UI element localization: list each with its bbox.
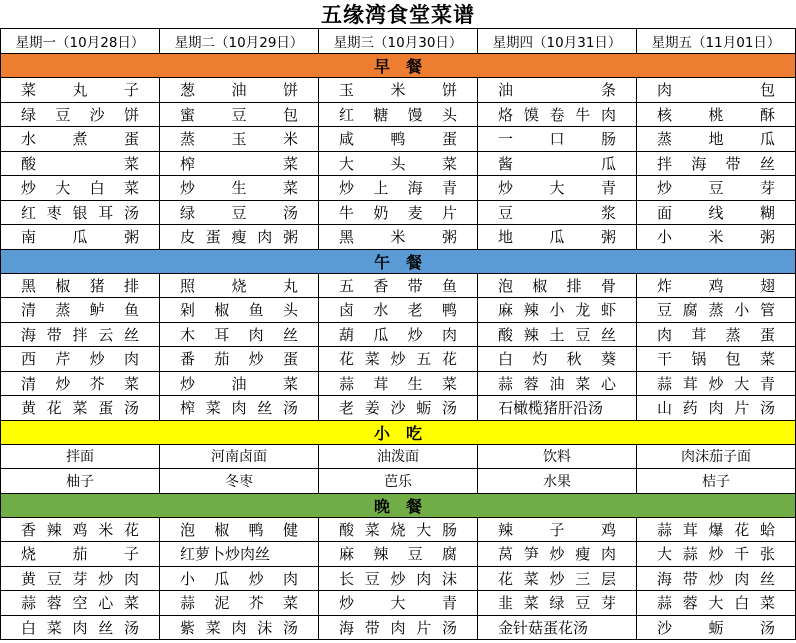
dish-cell	[636, 518, 796, 542]
dish-name: 白 灼 秋 葵	[498, 350, 616, 369]
dish-cell	[318, 127, 477, 151]
dish-cell	[318, 274, 477, 298]
dish-cell	[159, 103, 318, 127]
dish-cell	[636, 323, 796, 347]
dish-name: 蒜 茸 炒 大 青	[657, 374, 775, 393]
dish-cell	[0, 201, 159, 225]
dish-name: 地 瓜 粥	[498, 228, 616, 247]
dinner-row	[0, 591, 796, 616]
section-label: 午 餐	[0, 250, 796, 273]
dish-name: 海 带 炒 肉 丝	[657, 569, 775, 588]
dish-name: 烙 馍 卷 牛 肉	[498, 105, 616, 124]
dish-cell	[0, 445, 159, 469]
dish-name: 水 煮 蛋	[21, 130, 139, 149]
dish-name: 芭乐	[384, 473, 412, 490]
dish-cell	[636, 567, 796, 591]
dish-cell	[318, 396, 477, 420]
dish-name: 拌 海 带 丝	[657, 154, 775, 173]
dish-name: 炒 油 菜	[180, 374, 298, 393]
dish-name: 蒜 泥 芥 菜	[180, 594, 298, 613]
dish-cell	[318, 176, 477, 200]
dish-name: 石橄榄猪肝沿汤	[498, 399, 604, 418]
dish-name: 红 枣 银 耳 汤	[21, 203, 139, 222]
dinner-row	[0, 616, 796, 641]
dish-cell	[159, 347, 318, 371]
dish-cell	[318, 445, 477, 469]
dish-name: 饮料	[543, 449, 571, 466]
dish-name: 桔子	[702, 473, 730, 490]
dish-cell	[0, 567, 159, 591]
weekday-friday: 星期五（11月01日）	[636, 29, 796, 53]
dish-cell	[477, 176, 636, 200]
dish-cell	[477, 396, 636, 420]
dish-cell	[636, 347, 796, 371]
dish-name: 香 辣 鸡 米 花	[21, 520, 139, 539]
section-header-dinner	[0, 494, 796, 518]
dish-name: 金针菇蛋花汤	[498, 618, 589, 637]
dish-cell	[636, 616, 796, 640]
dish-cell	[159, 323, 318, 347]
dish-name: 油 条	[498, 81, 616, 100]
dish-cell	[477, 469, 636, 493]
dish-cell	[318, 616, 477, 640]
dish-cell	[0, 298, 159, 322]
dish-name: 蒸 地 瓜	[657, 130, 775, 149]
dish-name: 酸 辣 土 豆 丝	[498, 325, 616, 344]
dish-name: 菜 丸 子	[21, 81, 139, 100]
dish-name: 榨 菜 肉 丝 汤	[180, 399, 298, 418]
dish-cell	[159, 225, 318, 249]
dish-cell	[636, 469, 796, 493]
dish-name: 老 姜 沙 蛎 汤	[339, 399, 457, 418]
dish-name: 白 菜 肉 丝 汤	[21, 618, 139, 637]
dish-name: 南 瓜 粥	[21, 228, 139, 247]
dish-name: 炒 上 海 青	[339, 179, 457, 198]
dish-name: 花 菜 炒 三 层	[498, 569, 616, 588]
dish-cell	[0, 127, 159, 151]
dish-name: 炒 豆 芽	[657, 179, 775, 198]
dish-name: 炒 大 青	[498, 179, 616, 198]
dish-name: 炸 鸡 翅	[657, 276, 775, 295]
section-label: 晚 餐	[0, 494, 796, 517]
dish-name: 西 芹 炒 肉	[21, 350, 139, 369]
dish-cell	[0, 225, 159, 249]
dish-cell	[477, 201, 636, 225]
dish-name: 酸 菜	[21, 154, 139, 173]
dish-name: 炒 生 菜	[180, 179, 298, 198]
dish-name: 蒜 蓉 大 白 菜	[657, 594, 775, 613]
dish-cell	[0, 591, 159, 615]
dish-cell	[159, 152, 318, 176]
breakfast-row	[0, 176, 796, 201]
section-label: 小 吃	[0, 421, 796, 444]
dish-name: 肉沫茄子面	[681, 449, 751, 466]
dish-cell	[159, 127, 318, 151]
dish-name: 辣 子 鸡	[498, 520, 616, 539]
dish-cell	[0, 323, 159, 347]
breakfast-row	[0, 152, 796, 177]
dish-name: 大 蒜 炒 千 张	[657, 545, 775, 564]
dish-name: 蒜 蓉 油 菜 心	[498, 374, 616, 393]
dish-cell	[318, 567, 477, 591]
dish-cell	[159, 176, 318, 200]
dish-cell	[0, 372, 159, 396]
dish-cell	[477, 518, 636, 542]
dish-name: 照 烧 丸	[180, 276, 298, 295]
dish-name: 油泼面	[377, 449, 419, 466]
section-header-snack	[0, 421, 796, 445]
dish-cell	[477, 152, 636, 176]
dish-cell	[318, 201, 477, 225]
dish-cell	[636, 225, 796, 249]
lunch-row	[0, 298, 796, 323]
breakfast-row	[0, 225, 796, 250]
dish-cell	[318, 469, 477, 493]
lunch-row	[0, 323, 796, 348]
weekday-wednesday: 星期三（10月30日）	[318, 29, 477, 53]
dish-name: 番 茄 炒 蛋	[180, 350, 298, 369]
breakfast-row	[0, 103, 796, 128]
dish-name: 面 线 糊	[657, 203, 775, 222]
dish-name: 黄 花 菜 蛋 汤	[21, 399, 139, 418]
dish-cell	[318, 152, 477, 176]
dish-cell	[159, 372, 318, 396]
dish-cell	[159, 201, 318, 225]
dish-cell	[0, 518, 159, 542]
dish-name: 肉 包	[657, 81, 775, 100]
dish-name: 清 炒 芥 菜	[21, 374, 139, 393]
dish-cell	[477, 542, 636, 566]
dish-name: 清 蒸 鲈 鱼	[21, 301, 139, 320]
dish-name: 皮 蛋 瘦 肉 粥	[180, 228, 298, 247]
dish-cell	[0, 152, 159, 176]
dish-name: 小 瓜 炒 肉	[180, 569, 298, 588]
dish-cell	[477, 298, 636, 322]
dish-name: 长 豆 炒 肉 沫	[339, 569, 457, 588]
dish-cell	[636, 542, 796, 566]
dish-name: 水果	[543, 473, 571, 490]
dish-name: 炒 大 青	[339, 594, 457, 613]
dish-name: 牛 奶 麦 片	[339, 203, 457, 222]
dish-cell	[159, 396, 318, 420]
dish-cell	[318, 591, 477, 615]
dish-cell	[0, 616, 159, 640]
dish-name: 小 米 粥	[657, 228, 775, 247]
dish-cell	[636, 176, 796, 200]
dish-name: 木 耳 肉 丝	[180, 325, 298, 344]
dish-cell	[159, 591, 318, 615]
dish-cell	[477, 347, 636, 371]
dish-name: 玉 米 饼	[339, 81, 457, 100]
dish-cell	[318, 347, 477, 371]
snack-row	[0, 445, 796, 470]
dish-name: 干 锅 包 菜	[657, 350, 775, 369]
dish-cell	[318, 103, 477, 127]
dish-cell	[318, 298, 477, 322]
dish-cell	[477, 103, 636, 127]
dish-name: 榨 菜	[180, 154, 298, 173]
dish-name: 泡 椒 排 骨	[498, 276, 616, 295]
dish-name: 绿 豆 汤	[180, 203, 298, 222]
dish-cell	[636, 201, 796, 225]
dish-name: 绿 豆 沙 饼	[21, 105, 139, 124]
snack-row	[0, 469, 796, 494]
dish-cell	[636, 396, 796, 420]
dish-name: 拌面	[66, 449, 94, 466]
dish-name: 酸 菜 烧 大 肠	[339, 520, 457, 539]
dish-name: 沙 蛎 汤	[657, 618, 775, 637]
dish-name: 黑 米 粥	[339, 228, 457, 247]
breakfast-row	[0, 127, 796, 152]
dish-name: 海 带 肉 片 汤	[339, 618, 457, 637]
dish-name: 冬枣	[225, 473, 253, 490]
dish-name: 莴 笋 炒 瘦 肉	[498, 545, 616, 564]
dish-name: 剁 椒 鱼 头	[180, 301, 298, 320]
dish-cell	[477, 372, 636, 396]
dish-cell	[636, 298, 796, 322]
dish-cell	[0, 469, 159, 493]
dish-cell	[159, 616, 318, 640]
dish-cell	[0, 274, 159, 298]
dish-name: 蒜 茸 生 菜	[339, 374, 457, 393]
dish-cell	[159, 469, 318, 493]
dish-cell	[636, 372, 796, 396]
dish-cell	[159, 567, 318, 591]
dish-name: 泡 椒 鸭 健	[180, 520, 298, 539]
dish-cell	[636, 445, 796, 469]
dish-name: 蒸 玉 米	[180, 130, 298, 149]
dish-name: 一 口 肠	[498, 130, 616, 149]
dish-name: 蜜 豆 包	[180, 105, 298, 124]
dish-name: 咸 鸭 蛋	[339, 130, 457, 149]
dish-name: 山 药 肉 片 汤	[657, 399, 775, 418]
dish-cell	[318, 372, 477, 396]
dish-cell	[477, 567, 636, 591]
dish-name: 核 桃 酥	[657, 105, 775, 124]
dish-name: 葱 油 饼	[180, 81, 298, 100]
dish-cell	[159, 78, 318, 102]
lunch-row	[0, 347, 796, 372]
section-label: 早 餐	[0, 54, 796, 77]
dish-name: 五 香 带 鱼	[339, 276, 457, 295]
weekday-header-row	[0, 28, 796, 54]
dish-cell	[636, 274, 796, 298]
dish-cell	[477, 78, 636, 102]
dish-cell	[318, 542, 477, 566]
menu-title: 五缘湾食堂菜谱	[321, 2, 475, 27]
dish-cell	[0, 78, 159, 102]
dish-cell	[636, 152, 796, 176]
dinner-row	[0, 542, 796, 567]
dish-name: 葫 瓜 炒 肉	[339, 325, 457, 344]
dish-name: 蒜 蓉 空 心 菜	[21, 594, 139, 613]
dish-cell	[636, 78, 796, 102]
dish-cell	[477, 274, 636, 298]
dish-cell	[477, 591, 636, 615]
dish-name: 河南卤面	[211, 449, 267, 466]
lunch-row	[0, 372, 796, 397]
dish-cell	[0, 103, 159, 127]
dish-cell	[318, 518, 477, 542]
dish-cell	[318, 323, 477, 347]
dish-name: 豆 浆	[498, 203, 616, 222]
dish-cell	[159, 274, 318, 298]
dish-name: 韭 菜 绿 豆 芽	[498, 594, 616, 613]
dish-name: 红 糖 馒 头	[339, 105, 457, 124]
dish-cell	[159, 542, 318, 566]
dish-name: 黄 豆 芽 炒 肉	[21, 569, 139, 588]
dish-name: 紫 菜 肉 沫 汤	[180, 618, 298, 637]
dish-cell	[477, 127, 636, 151]
dish-cell	[477, 445, 636, 469]
dish-name: 蒜 茸 爆 花 蛤	[657, 520, 775, 539]
dish-name: 黑 椒 猪 排	[21, 276, 139, 295]
dish-cell	[636, 591, 796, 615]
weekday-tuesday: 星期二（10月29日）	[159, 29, 318, 53]
dinner-row	[0, 518, 796, 543]
section-header-lunch	[0, 250, 796, 274]
dish-name: 烧 茄 子	[21, 545, 139, 564]
section-header-breakfast	[0, 54, 796, 78]
dish-cell	[0, 176, 159, 200]
dish-name: 大 头 菜	[339, 154, 457, 173]
dish-name: 麻 辣 小 龙 虾	[498, 301, 616, 320]
weekday-thursday: 星期四（10月31日）	[477, 29, 636, 53]
dish-cell	[477, 225, 636, 249]
dish-cell	[159, 298, 318, 322]
dish-cell	[636, 103, 796, 127]
dish-cell	[0, 542, 159, 566]
dish-name: 豆 腐 蒸 小 管	[657, 301, 775, 320]
dish-name: 肉 茸 蒸 蛋	[657, 325, 775, 344]
lunch-row	[0, 396, 796, 421]
dish-name: 花 菜 炒 五 花	[339, 350, 457, 369]
dish-cell	[318, 225, 477, 249]
dish-name: 柚子	[66, 473, 94, 490]
dish-name: 红萝卜炒肉丝	[180, 545, 271, 564]
breakfast-row	[0, 78, 796, 103]
dish-name: 麻 辣 豆 腐	[339, 545, 457, 564]
dish-name: 炒 大 白 菜	[21, 179, 139, 198]
dish-cell	[318, 78, 477, 102]
dinner-row	[0, 567, 796, 592]
dish-cell	[477, 323, 636, 347]
dish-cell	[159, 445, 318, 469]
dish-name: 酱 瓜	[498, 154, 616, 173]
dish-cell	[159, 518, 318, 542]
dish-cell	[0, 396, 159, 420]
lunch-row	[0, 274, 796, 299]
dish-name: 海 带 拌 云 丝	[21, 325, 139, 344]
dish-cell	[0, 347, 159, 371]
dish-cell	[477, 616, 636, 640]
weekday-monday: 星期一（10月28日）	[0, 29, 159, 53]
breakfast-row	[0, 201, 796, 226]
dish-cell	[636, 127, 796, 151]
dish-name: 卤 水 老 鸭	[339, 301, 457, 320]
